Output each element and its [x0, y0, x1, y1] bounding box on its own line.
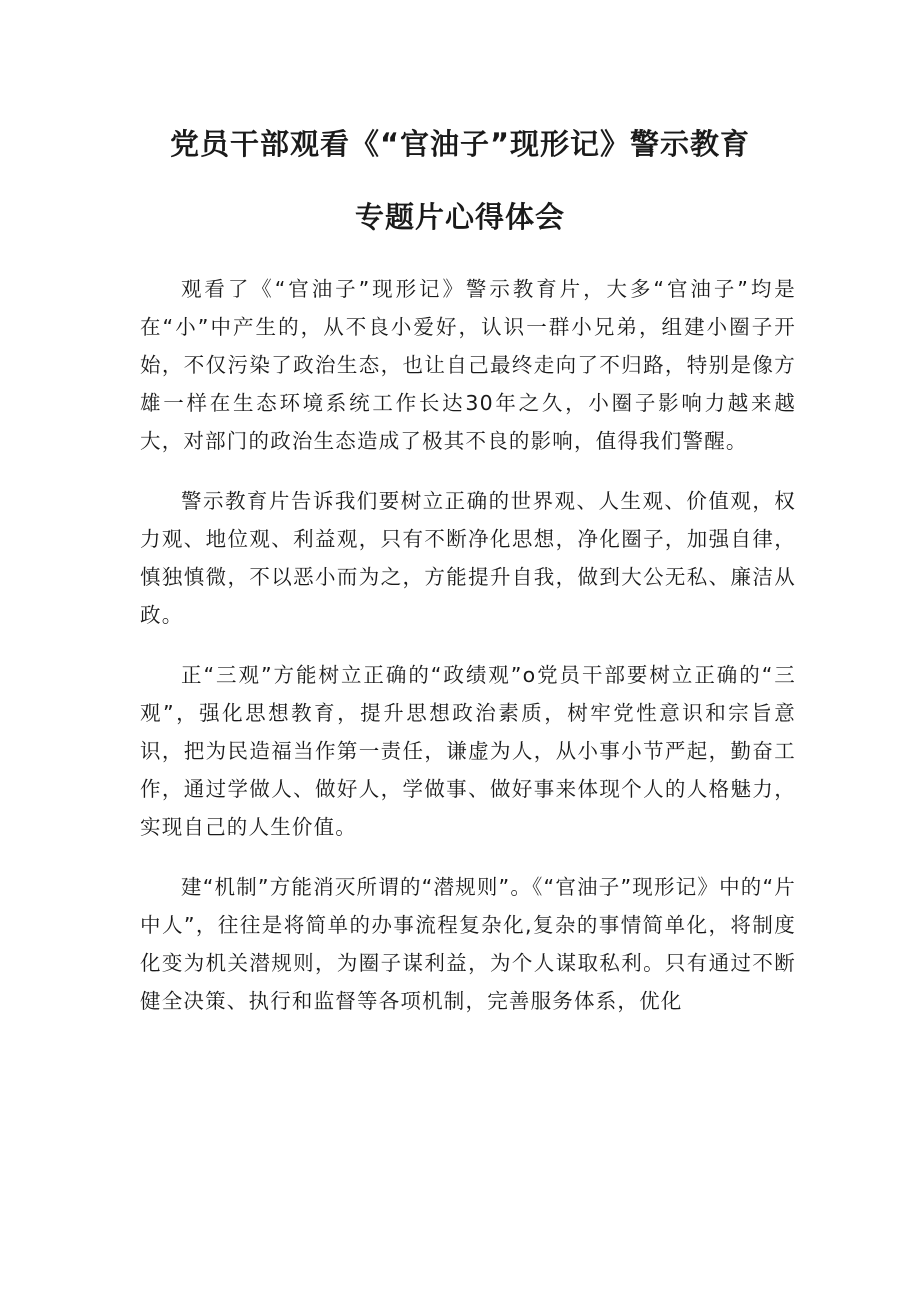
document-body	[140, 270, 796, 1042]
document-title-line-1: 党员干部观看《“官油子”现形记》警示教育	[169, 127, 751, 161]
paragraph-3: 正“三观”方能树立正确的“政绩观”o党员干部要树立正确的“三观”，强化思想教育，提升思想政治素质，树牢党性意识和宗旨意识，把为民造福当作第一责任，谦虚为人，从小事小节严起，勤奋工作，通过学做人、做好人，学做事、做好事来体现个人的人格魅力，实现自己的人生价值。	[140, 663, 796, 839]
paragraph-2: 警示教育片告诉我们要树立正确的世界观、人生观、价值观，权力观、地位观、利益观，只有不断净化思想，净化圈子，加强自律，慎独慎微，不以恶小而为之，方能提升自我，做到大公无私、廉洁从政。	[140, 489, 796, 627]
document-title-line-2: 专题片心得体会	[354, 200, 565, 234]
paragraph-4: 建“机制”方能消灭所谓的“潜规则”。《“官油子”现形记》中的“片中人”，往往是将简单的办事流程复杂化,复杂的事情简单化，将制度化变为机关潜规则，为圈子谋利益，为个人谋取私利。只有通过不断健全决策、执行和监督等各项机制，完善服务体系，优化	[140, 875, 796, 1013]
paragraph-1: 观看了《“官油子”现形记》警示教育片，大多“官油子”均是在“小”中产生的，从不良小爱好，认识一群小兄弟，组建小圈子开始，不仅污染了政治生态，也让自己最终走向了不归路，特别是像方雄一样在生态环境系统工作长达30年之久，小圈子影响力越来越大，对部门的政治生态造成了极其不良的影响，值得我们警醒。	[140, 277, 796, 453]
